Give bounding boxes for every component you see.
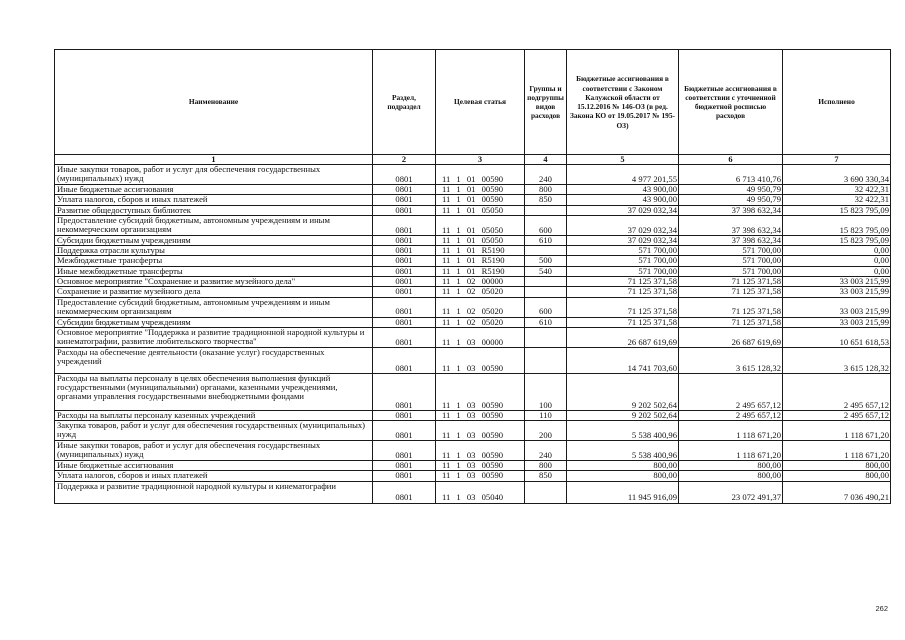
row-budget-law: 4 977 201,55 bbox=[567, 165, 679, 185]
row-group: 100 bbox=[525, 373, 567, 410]
header-target: Целевая статья bbox=[436, 50, 525, 155]
row-target: 11 1 01 05050 bbox=[436, 205, 525, 215]
table-row bbox=[55, 297, 891, 317]
row-name: Субсидии бюджетным учреждениям bbox=[55, 317, 373, 327]
budget-table bbox=[54, 49, 891, 504]
row-group: 540 bbox=[525, 266, 567, 276]
row-budget-updated: 800,00 bbox=[679, 461, 783, 471]
row-section: 0801 bbox=[373, 195, 436, 205]
table-row bbox=[55, 215, 891, 235]
row-executed: 10 651 618,53 bbox=[783, 327, 891, 347]
row-name: Иные закупки товаров, работ и услуг для обеспечения государственных (муниципальных) нужд bbox=[55, 165, 373, 185]
row-target: 11 1 01 00590 bbox=[436, 185, 525, 195]
row-name: Предоставление субсидий бюджетным, автономным учреждениям и иным некоммерческим организациям bbox=[55, 215, 373, 235]
row-budget-law: 37 029 032,34 bbox=[567, 205, 679, 215]
row-target: 11 1 02 00000 bbox=[436, 276, 525, 286]
row-budget-law: 26 687 619,69 bbox=[567, 327, 679, 347]
row-budget-updated: 23 072 491,37 bbox=[679, 481, 783, 503]
row-budget-updated: 3 615 128,32 bbox=[679, 347, 783, 373]
row-section: 0801 bbox=[373, 256, 436, 266]
row-executed: 1 118 671,20 bbox=[783, 441, 891, 461]
row-executed: 33 003 215,99 bbox=[783, 297, 891, 317]
column-number: 5 bbox=[567, 155, 679, 165]
column-number: 4 bbox=[525, 155, 567, 165]
row-name: Основное мероприятие "Поддержка и развитие традиционной народной культуры и кинематографии, развитие любительского творчества" bbox=[55, 327, 373, 347]
row-budget-law: 571 700,00 bbox=[567, 266, 679, 276]
row-executed: 3 690 330,34 bbox=[783, 165, 891, 185]
row-target: 11 1 01 05050 bbox=[436, 215, 525, 235]
row-target: 11 1 02 05020 bbox=[436, 297, 525, 317]
row-budget-law: 800,00 bbox=[567, 461, 679, 471]
row-budget-updated: 571 700,00 bbox=[679, 256, 783, 266]
row-section: 0801 bbox=[373, 185, 436, 195]
row-target: 11 1 03 00590 bbox=[436, 471, 525, 481]
row-executed: 7 036 490,21 bbox=[783, 481, 891, 503]
row-group: 850 bbox=[525, 195, 567, 205]
row-name: Основное мероприятие "Сохранение и развитие музейного дела" bbox=[55, 276, 373, 286]
header-budget-law: Бюджетные ассигнования в соответствии с Законом Калужской области от 15.12.2016 № 146-ОЗ (в ред. Закона КО от 19.05.2017 № 195-ОЗ) bbox=[567, 50, 679, 155]
row-section: 0801 bbox=[373, 347, 436, 373]
row-executed: 15 823 795,09 bbox=[783, 205, 891, 215]
row-name: Поддержка отрасли культуры bbox=[55, 246, 373, 256]
row-target: 11 1 03 00590 bbox=[436, 373, 525, 410]
row-name: Иные бюджетные ассигнования bbox=[55, 461, 373, 471]
table-row bbox=[55, 441, 891, 461]
row-budget-updated: 1 118 671,20 bbox=[679, 441, 783, 461]
row-section: 0801 bbox=[373, 373, 436, 410]
table-row bbox=[55, 205, 891, 215]
row-budget-law: 5 538 400,96 bbox=[567, 421, 679, 441]
row-executed: 33 003 215,99 bbox=[783, 276, 891, 286]
row-target: 11 1 01 R5190 bbox=[436, 256, 525, 266]
header-groups: Группы и подгруппы видов расходов bbox=[525, 50, 567, 155]
row-target: 11 1 03 05040 bbox=[436, 481, 525, 503]
row-budget-law: 71 125 371,58 bbox=[567, 276, 679, 286]
row-name: Закупка товаров, работ и услуг для обеспечения государственных (муниципальных) нужд bbox=[55, 421, 373, 441]
row-budget-law: 37 029 032,34 bbox=[567, 235, 679, 245]
row-name: Уплата налогов, сборов и иных платежей bbox=[55, 471, 373, 481]
row-target: 11 1 01 R5190 bbox=[436, 246, 525, 256]
column-number: 6 bbox=[679, 155, 783, 165]
header-row bbox=[55, 50, 891, 155]
row-budget-updated: 49 950,79 bbox=[679, 185, 783, 195]
table-row bbox=[55, 235, 891, 245]
table-row bbox=[55, 195, 891, 205]
row-name: Предоставление субсидий бюджетным, автономным учреждениям и иным некоммерческим организациям bbox=[55, 297, 373, 317]
row-name: Уплата налогов, сборов и иных платежей bbox=[55, 195, 373, 205]
row-target: 11 1 03 00590 bbox=[436, 421, 525, 441]
row-executed: 800,00 bbox=[783, 461, 891, 471]
table-row bbox=[55, 165, 891, 185]
row-group: 800 bbox=[525, 185, 567, 195]
row-executed: 3 615 128,32 bbox=[783, 347, 891, 373]
row-budget-law: 571 700,00 bbox=[567, 256, 679, 266]
table-row bbox=[55, 266, 891, 276]
row-section: 0801 bbox=[373, 215, 436, 235]
row-target: 11 1 01 00590 bbox=[436, 165, 525, 185]
table-row bbox=[55, 410, 891, 420]
row-budget-updated: 49 950,79 bbox=[679, 195, 783, 205]
row-target: 11 1 03 00590 bbox=[436, 347, 525, 373]
row-budget-law: 800,00 bbox=[567, 471, 679, 481]
row-group bbox=[525, 205, 567, 215]
row-budget-updated: 2 495 657,12 bbox=[679, 373, 783, 410]
row-budget-updated: 571 700,00 bbox=[679, 266, 783, 276]
row-target: 11 1 03 00590 bbox=[436, 461, 525, 471]
row-target: 11 1 01 05050 bbox=[436, 235, 525, 245]
row-group bbox=[525, 276, 567, 286]
row-budget-law: 71 125 371,58 bbox=[567, 317, 679, 327]
row-target: 11 1 02 05020 bbox=[436, 287, 525, 297]
row-section: 0801 bbox=[373, 421, 436, 441]
row-budget-updated: 71 125 371,58 bbox=[679, 317, 783, 327]
row-target: 11 1 03 00590 bbox=[436, 441, 525, 461]
table-row bbox=[55, 461, 891, 471]
row-section: 0801 bbox=[373, 471, 436, 481]
row-group: 110 bbox=[525, 410, 567, 420]
row-group: 610 bbox=[525, 235, 567, 245]
row-section: 0801 bbox=[373, 441, 436, 461]
table-row bbox=[55, 317, 891, 327]
table-row bbox=[55, 347, 891, 373]
row-target: 11 1 03 00590 bbox=[436, 410, 525, 420]
row-executed: 15 823 795,09 bbox=[783, 215, 891, 235]
row-group bbox=[525, 287, 567, 297]
row-group: 600 bbox=[525, 215, 567, 235]
row-budget-law: 14 741 703,60 bbox=[567, 347, 679, 373]
row-group bbox=[525, 481, 567, 503]
row-executed: 33 003 215,99 bbox=[783, 287, 891, 297]
row-section: 0801 bbox=[373, 481, 436, 503]
row-budget-updated: 71 125 371,58 bbox=[679, 276, 783, 286]
header-budget-updated: Бюджетные ассигнования в соответствии с уточненной бюджетной росписью расходов bbox=[679, 50, 783, 155]
row-section: 0801 bbox=[373, 235, 436, 245]
row-name: Иные закупки товаров, работ и услуг для обеспечения государственных (муниципальных) нужд bbox=[55, 441, 373, 461]
row-group bbox=[525, 347, 567, 373]
table-row bbox=[55, 421, 891, 441]
table-row bbox=[55, 246, 891, 256]
header-section: Раздел, подраздел bbox=[373, 50, 436, 155]
column-number: 2 bbox=[373, 155, 436, 165]
row-group: 240 bbox=[525, 441, 567, 461]
row-group: 500 bbox=[525, 256, 567, 266]
row-executed: 32 422,31 bbox=[783, 195, 891, 205]
column-number-row bbox=[55, 155, 891, 165]
row-executed: 32 422,31 bbox=[783, 185, 891, 195]
row-section: 0801 bbox=[373, 317, 436, 327]
row-name: Расходы на выплаты персоналу казенных учреждений bbox=[55, 410, 373, 420]
row-executed: 0,00 bbox=[783, 266, 891, 276]
row-budget-law: 11 945 916,09 bbox=[567, 481, 679, 503]
row-section: 0801 bbox=[373, 410, 436, 420]
row-budget-law: 37 029 032,34 bbox=[567, 215, 679, 235]
row-name: Расходы на выплаты персоналу в целях обеспечения выполнения функций государственными (муниципальными) органами, казенными учреждениями, органами управления государственными внебюджетными фондами bbox=[55, 373, 373, 410]
row-group: 600 bbox=[525, 297, 567, 317]
row-budget-updated: 1 118 671,20 bbox=[679, 421, 783, 441]
row-target: 11 1 01 R5190 bbox=[436, 266, 525, 276]
table-row bbox=[55, 327, 891, 347]
row-executed: 2 495 657,12 bbox=[783, 373, 891, 410]
row-budget-law: 9 202 502,64 bbox=[567, 410, 679, 420]
row-budget-updated: 71 125 371,58 bbox=[679, 297, 783, 317]
row-name: Субсидии бюджетным учреждениям bbox=[55, 235, 373, 245]
table-row bbox=[55, 287, 891, 297]
row-executed: 0,00 bbox=[783, 246, 891, 256]
table-row bbox=[55, 185, 891, 195]
row-name: Сохранение и развитие музейного дела bbox=[55, 287, 373, 297]
row-section: 0801 bbox=[373, 461, 436, 471]
row-target: 11 1 03 00000 bbox=[436, 327, 525, 347]
row-group: 800 bbox=[525, 461, 567, 471]
row-name: Иные межбюджетные трансферты bbox=[55, 266, 373, 276]
row-name: Расходы на обеспечение деятельности (оказание услуг) государственных учреждений bbox=[55, 347, 373, 373]
row-section: 0801 bbox=[373, 266, 436, 276]
row-group: 610 bbox=[525, 317, 567, 327]
row-budget-law: 571 700,00 bbox=[567, 246, 679, 256]
row-group: 850 bbox=[525, 471, 567, 481]
row-budget-updated: 26 687 619,69 bbox=[679, 327, 783, 347]
table-row bbox=[55, 481, 891, 503]
column-number: 3 bbox=[436, 155, 525, 165]
row-section: 0801 bbox=[373, 287, 436, 297]
row-section: 0801 bbox=[373, 165, 436, 185]
row-group: 200 bbox=[525, 421, 567, 441]
row-budget-updated: 6 713 410,76 bbox=[679, 165, 783, 185]
row-budget-updated: 37 398 632,34 bbox=[679, 215, 783, 235]
row-target: 11 1 02 05020 bbox=[436, 317, 525, 327]
row-name: Развитие общедоступных библиотек bbox=[55, 205, 373, 215]
row-group bbox=[525, 246, 567, 256]
row-executed: 1 118 671,20 bbox=[783, 421, 891, 441]
column-number: 7 bbox=[783, 155, 891, 165]
row-budget-law: 9 202 502,64 bbox=[567, 373, 679, 410]
row-section: 0801 bbox=[373, 276, 436, 286]
row-section: 0801 bbox=[373, 297, 436, 317]
row-budget-updated: 2 495 657,12 bbox=[679, 410, 783, 420]
header-name: Наименование bbox=[55, 50, 373, 155]
table-row bbox=[55, 256, 891, 266]
table-row bbox=[55, 373, 891, 410]
row-budget-updated: 571 700,00 bbox=[679, 246, 783, 256]
row-group: 240 bbox=[525, 165, 567, 185]
row-executed: 0,00 bbox=[783, 256, 891, 266]
row-budget-updated: 800,00 bbox=[679, 471, 783, 481]
row-executed: 15 823 795,09 bbox=[783, 235, 891, 245]
row-budget-updated: 37 398 632,34 bbox=[679, 235, 783, 245]
column-number: 1 bbox=[55, 155, 373, 165]
header-executed: Исполнено bbox=[783, 50, 891, 155]
row-budget-law: 43 900,00 bbox=[567, 195, 679, 205]
row-name: Поддержка и развитие традиционной народной культуры и кинематографии bbox=[55, 481, 373, 503]
row-budget-law: 5 538 400,96 bbox=[567, 441, 679, 461]
row-target: 11 1 01 00590 bbox=[436, 195, 525, 205]
row-budget-law: 71 125 371,58 bbox=[567, 297, 679, 317]
row-section: 0801 bbox=[373, 246, 436, 256]
table-row bbox=[55, 276, 891, 286]
table-row bbox=[55, 471, 891, 481]
row-section: 0801 bbox=[373, 327, 436, 347]
row-section: 0801 bbox=[373, 205, 436, 215]
row-executed: 800,00 bbox=[783, 471, 891, 481]
row-budget-law: 71 125 371,58 bbox=[567, 287, 679, 297]
row-name: Иные бюджетные ассигнования bbox=[55, 185, 373, 195]
page-number: 262 bbox=[875, 604, 888, 613]
row-group bbox=[525, 327, 567, 347]
row-name: Межбюджетные трансферты bbox=[55, 256, 373, 266]
row-budget-law: 43 900,00 bbox=[567, 185, 679, 195]
row-budget-updated: 37 398 632,34 bbox=[679, 205, 783, 215]
row-budget-updated: 71 125 371,58 bbox=[679, 287, 783, 297]
row-executed: 2 495 657,12 bbox=[783, 410, 891, 420]
row-executed: 33 003 215,99 bbox=[783, 317, 891, 327]
